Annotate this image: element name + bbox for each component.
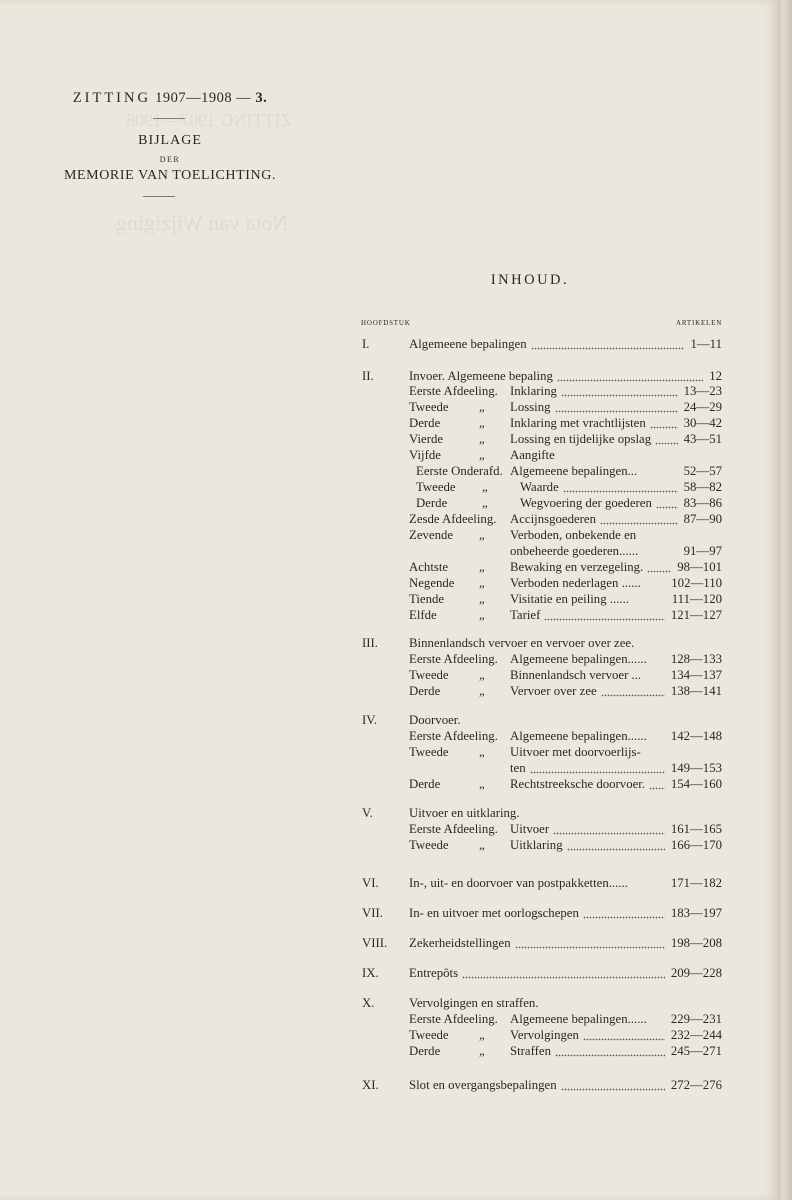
section-label: Derde [409,1044,441,1058]
col-header-articles: ARTIKELEN [676,319,723,327]
chapter-number: VIII. [362,936,388,950]
section-title: Lossing en tijdelijke opslag [510,432,652,446]
ditto-mark: „ [479,432,485,446]
leader-dots [601,685,665,697]
section-label: Negende [409,576,455,590]
section-title: Vervolgingen [510,1028,579,1042]
chapter-title: Algemeene bepalingen [409,337,527,351]
chapter-title: Invoer. Algemeene bepaling [409,369,553,383]
section-label: Tweede [409,745,449,759]
article-range: 1—11 [690,337,722,351]
section-label: Eerste Afdeeling. [409,822,498,836]
chapter-number: VI. [362,876,379,890]
der-word: DER [159,155,181,164]
leader-dots [555,401,678,413]
article-range: 154—160 [670,777,722,791]
ditto-mark: „ [479,608,485,622]
leader-dots [555,1045,665,1057]
article-range: 111—120 [671,592,722,606]
section-title: Algemeene bepalingen...... [510,652,647,666]
section-title: Algemeene bepalingen... [510,464,638,478]
section-label: Tweede [409,400,449,414]
bleed-through-title: Nota van Wijziging [116,210,289,235]
ditto-mark: „ [479,448,485,462]
leader-dots [649,778,665,790]
toc-row [362,836,724,854]
article-range: 43—51 [683,432,722,446]
toc-row [362,874,724,892]
article-range: 24—29 [683,400,722,414]
ditto-mark: „ [479,576,485,590]
article-range: 91—97 [683,544,722,558]
ditto-mark: „ [479,684,485,698]
section-title: Verboden nederlagen ...... [510,576,641,590]
section-title: Inklaring [510,384,557,398]
section-label: Elfde [409,608,437,622]
ditto-mark: „ [479,416,485,430]
article-range: 161—165 [670,822,722,836]
ditto-mark: „ [479,745,485,759]
article-range: 171—182 [670,876,722,890]
header-divider-bottom [143,196,175,197]
ditto-mark: „ [479,528,485,542]
leader-dots [583,1029,665,1041]
chapter-number: II. [362,369,374,383]
section-label: Tweede [409,1028,449,1042]
leader-dots [655,433,678,445]
memorie-heading: MEMORIE VAN TOELICHTING. [63,168,277,183]
leader-dots [567,839,665,851]
leader-dots [650,417,678,429]
chapter-title: Vervolgingen en straffen. [409,996,539,1010]
ditto-mark: „ [479,838,485,852]
ditto-mark: „ [479,777,485,791]
ditto-mark: „ [479,400,485,414]
ditto-mark: „ [479,1028,485,1042]
leader-dots [561,385,678,397]
chapter-number: V. [362,806,373,820]
chapter-title: Zekerheidstellingen [409,936,511,950]
section-title: Aangifte [510,448,555,462]
toc-row [362,904,724,922]
section-title: Waarde [520,480,559,494]
article-range: 58—82 [683,480,722,494]
section-label: Tweede [409,838,449,852]
section-label: Derde [409,416,441,430]
chapter-title: Uitvoer en uitklaring. [409,806,520,820]
ditto-mark: „ [479,592,485,606]
leader-dots [462,967,665,979]
session-word: ZITTING [72,90,151,106]
article-range: 83—86 [683,496,722,510]
toc-title: INHOUD. [490,272,570,288]
section-label: Vijfde [409,448,441,462]
article-range: 30—42 [683,416,722,430]
session-number: 3. [255,90,268,106]
leader-dots [583,907,665,919]
section-title: Bewaking en verzegeling. [510,560,644,574]
leader-dots [600,513,678,525]
section-title: onbeheerde goederen...... [510,544,639,558]
leader-dots [531,338,685,350]
leader-dots [557,370,703,382]
article-range: 52—57 [683,464,722,478]
page-edge [778,0,792,1200]
article-range: 229—231 [670,1012,722,1026]
article-range: 183—197 [670,906,722,920]
chapter-title: Doorvoer. [409,713,461,727]
chapter-number: IX. [362,966,379,980]
subsection-label: Eerste Onderafd. [416,464,503,478]
subsection-label: Tweede [416,480,456,494]
article-range: 272—276 [670,1078,722,1092]
section-label: Eerste Afdeeling. [409,652,498,666]
section-title: Lossing [510,400,551,414]
chapter-title: In-, uit- en doorvoer van postpakketten...... [409,876,628,890]
article-range: 138—141 [670,684,722,698]
article-range: 245—271 [670,1044,722,1058]
article-range: 209—228 [670,966,722,980]
section-title: Visitatie en peiling ...... [510,592,630,606]
col-header-chapter: HOOFDSTUK [361,319,411,327]
session-dash: — [236,90,252,106]
section-label: Tweede [409,668,449,682]
article-range: 134—137 [670,668,722,682]
section-title: Accijnsgoederen [510,512,596,526]
chapter-number: III. [362,636,378,650]
section-title: Uitvoer [510,822,550,836]
section-title: Rechtstreeksche doorvoer. [510,777,646,791]
bleed-through-text: ZITTING 1907—1908 [126,110,292,130]
ditto-mark: „ [479,1044,485,1058]
chapter-number: XI. [362,1078,379,1092]
section-label: Zevende [409,528,454,542]
section-title: Binnenlandsch vervoer ... [510,668,642,682]
toc-row [362,606,724,624]
chapter-number: I. [362,337,370,351]
article-range: 13—23 [683,384,722,398]
leader-dots [544,609,664,621]
section-title: Algemeene bepalingen...... [510,1012,647,1026]
section-label: Derde [409,777,441,791]
section-title: Inklaring met vrachtlijsten [510,416,646,430]
chapter-title: Entrepôts [409,966,459,980]
leader-dots [561,1079,665,1091]
chapter-title: In- en uitvoer met oorlogschepen [409,906,579,920]
article-range: 166—170 [670,838,722,852]
ditto-mark: „ [479,560,485,574]
leader-dots [563,481,678,493]
leader-dots [515,937,665,949]
section-title: Verboden, onbekende en [510,528,637,542]
section-label: Derde [409,684,441,698]
ditto-mark: „ [479,668,485,682]
article-range: 121—127 [670,608,722,622]
toc-row [362,1042,724,1060]
toc-row [362,964,724,982]
toc-row [362,682,724,700]
bijlage-heading: BIJLAGE [138,133,202,148]
ditto-mark: „ [482,480,488,494]
leader-dots [656,497,678,509]
leader-dots [530,762,665,774]
section-label: Tiende [409,592,445,606]
section-title: ten [510,761,526,775]
section-label: Eerste Afdeeling. [409,729,498,743]
chapter-title: Slot en overgangsbepalingen [409,1078,557,1092]
section-title: Uitklaring [510,838,563,852]
article-range: 128—133 [670,652,722,666]
article-range: 98—101 [677,560,722,574]
leader-dots [647,561,671,573]
section-title: Uitvoer met doorvoerlijs- [510,745,641,759]
ditto-mark: „ [482,496,488,510]
article-range: 232—244 [670,1028,722,1042]
article-range: 102—110 [671,576,722,590]
section-label: Achtste [409,560,449,574]
article-range: 87—90 [683,512,722,526]
toc-row [362,1076,724,1094]
session-line [40,90,300,107]
section-title: Tarief [510,608,541,622]
section-label: Eerste Afdeeling. [409,384,498,398]
toc-row [362,335,724,353]
chapter-number: X. [362,996,375,1010]
chapter-number: VII. [362,906,383,920]
section-label: Vierde [409,432,444,446]
section-title: Algemeene bepalingen...... [510,729,647,743]
article-range: 149—153 [670,761,722,775]
session-years: 1907—1908 [155,90,233,106]
subsection-label: Derde [416,496,448,510]
section-title: Vervoer over zee [510,684,597,698]
section-title: Wegvoering der goederen [520,496,652,510]
toc-row [362,934,724,952]
section-label: Zesde Afdeeling. [409,512,497,526]
section-label: Eerste Afdeeling. [409,1012,498,1026]
chapter-title: Binnenlandsch vervoer en vervoer over zee. [409,636,635,650]
article-range: 142—148 [670,729,722,743]
toc-row [362,775,724,793]
leader-dots [553,823,665,835]
chapter-number: IV. [362,713,378,727]
article-range: 198—208 [670,936,722,950]
article-range: 12 [709,369,722,383]
section-title: Straffen [510,1044,551,1058]
